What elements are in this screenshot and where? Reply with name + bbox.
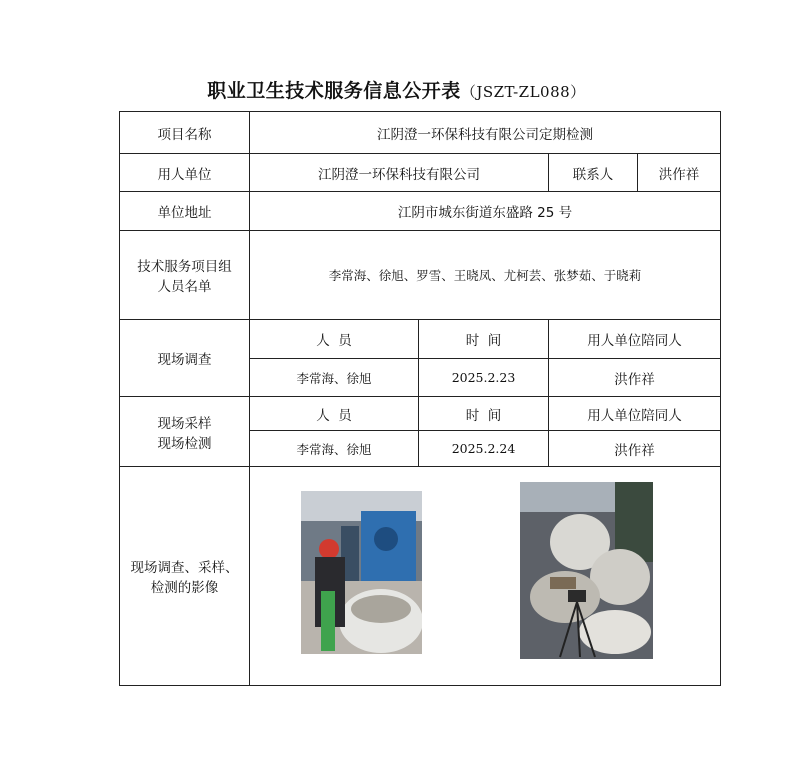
sampling-col-person: 人 员 [250, 397, 419, 431]
info-table [119, 111, 721, 686]
team-value: 李常海、徐旭、罗雪、王晓凤、尤柯芸、张梦茹、于晓莉 [250, 231, 721, 320]
title-text: 职业卫生技术服务信息公开表 [207, 80, 461, 102]
survey-time: 2025.2.23 [419, 359, 549, 397]
row-images [120, 467, 721, 686]
survey-escort: 洪作祥 [549, 359, 721, 397]
sampling-time: 2025.2.24 [419, 431, 549, 467]
sampling-escort: 洪作祥 [549, 431, 721, 467]
site-photo-sampling [520, 482, 653, 659]
employer-value: 江阴澄一环保科技有限公司 [250, 154, 549, 192]
survey-label: 现场调查 [120, 320, 250, 397]
images-label-line2: 检测的影像 [150, 580, 219, 596]
row-project [120, 112, 721, 154]
sampling-label-line1: 现场采样 [157, 415, 212, 432]
survey-col-person: 人 员 [250, 320, 419, 359]
sampling-label [120, 397, 250, 467]
survey-person: 李常海、徐旭 [250, 359, 419, 397]
team-label-line1: 技术服务项目组 [137, 259, 232, 275]
images-label-line1: 现场调查、采样、 [130, 560, 239, 576]
row-employer [120, 154, 721, 192]
survey-col-escort: 用人单位陪同人 [549, 320, 721, 359]
project-value: 江阴澄一环保科技有限公司定期检测 [250, 112, 721, 154]
contact-value: 洪作祥 [638, 154, 721, 192]
document-title [0, 76, 793, 103]
contact-label: 联系人 [549, 154, 638, 192]
site-photo-survey [301, 491, 422, 654]
employer-label: 用人单位 [120, 154, 250, 192]
images-label [120, 467, 250, 686]
row-survey-header [120, 320, 721, 359]
address-label: 单位地址 [120, 192, 250, 231]
row-team [120, 231, 721, 320]
document-code: （JSZT-ZL088） [460, 83, 586, 101]
sampling-col-escort: 用人单位陪同人 [549, 397, 721, 431]
address-value: 江阴市城东街道东盛路 25 号 [250, 192, 721, 231]
team-label [120, 231, 250, 320]
images-cell [250, 467, 721, 686]
sampling-label-line2: 现场检测 [157, 435, 212, 452]
row-sampling-header [120, 397, 721, 431]
survey-col-time: 时 间 [419, 320, 549, 359]
sampling-person: 李常海、徐旭 [250, 431, 419, 467]
team-label-line2: 人员名单 [157, 279, 212, 295]
project-label: 项目名称 [120, 112, 250, 154]
row-address [120, 192, 721, 231]
sampling-col-time: 时 间 [419, 397, 549, 431]
